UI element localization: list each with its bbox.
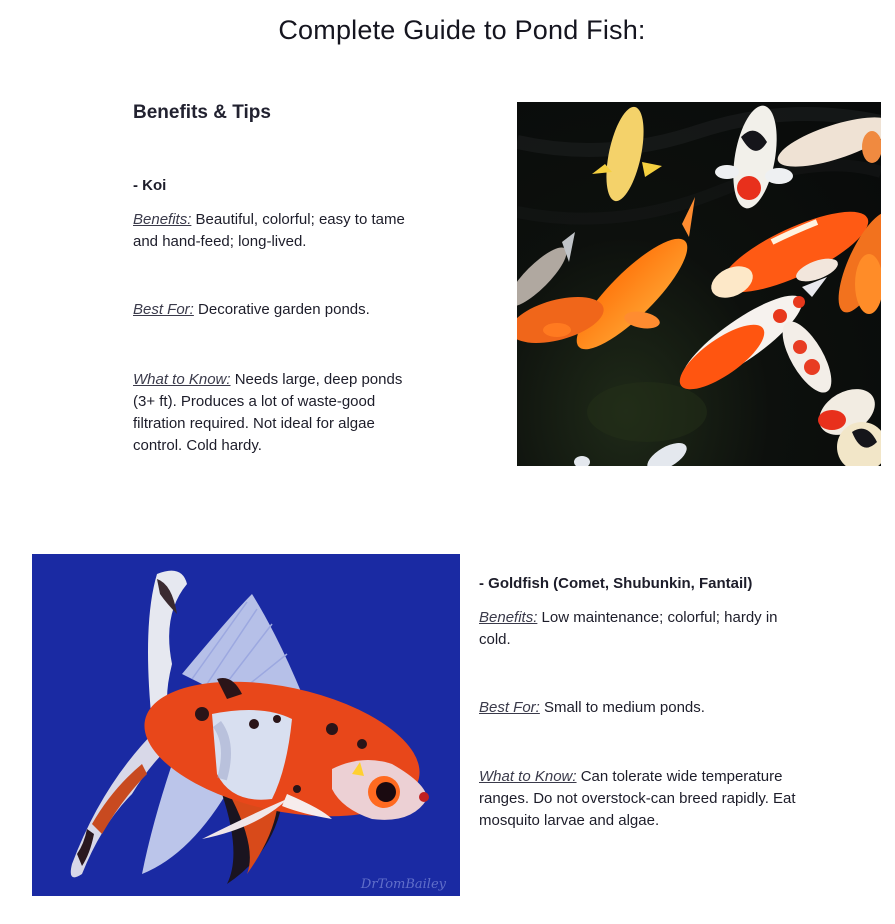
koi-what-to-know [133, 369, 423, 457]
benefits-label: Benefits: [133, 211, 192, 228]
benefits-label: Benefits: [479, 609, 538, 626]
what-to-know-label: What to Know: [133, 371, 231, 388]
best-for-label: Best For: [479, 699, 540, 716]
what-to-know-label: What to Know: [479, 768, 577, 785]
what-to-know-text: Can tolerate wide temperature ranges. Do not overstock-can breed rapidly. Eat mosquito larvae and algae. [479, 768, 796, 829]
image-watermark: DrTomBailey [360, 877, 446, 892]
goldfish-benefits [479, 607, 799, 651]
goldfish-what-to-know [479, 766, 799, 832]
goldfish-image [32, 554, 460, 896]
best-for-label: Best For: [133, 301, 194, 318]
koi-image [517, 102, 881, 466]
benefits-text: Low maintenance; colorful; hardy in cold. [479, 609, 778, 648]
section-heading: Benefits & Tips [133, 102, 271, 123]
best-for-text: Small to medium ponds. [539, 699, 705, 716]
koi-benefits [133, 209, 418, 253]
page-title: Complete Guide to Pond Fish: [278, 15, 646, 45]
benefits-text: Beautiful, colorful; easy to tame and hand-feed; long-lived. [133, 211, 405, 250]
goldfish-best-for [479, 697, 799, 719]
best-for-text: Decorative garden ponds. [193, 301, 370, 318]
koi-name: - Koi [133, 177, 167, 194]
what-to-know-text: Needs large, deep ponds (3+ ft). Produces a lot of waste-good filtration required. Not ideal for algae control. Cold hardy. [133, 371, 403, 454]
koi-best-for [133, 299, 423, 321]
goldfish-name: - Goldfish (Comet, Shubunkin, Fantail) [479, 575, 753, 592]
